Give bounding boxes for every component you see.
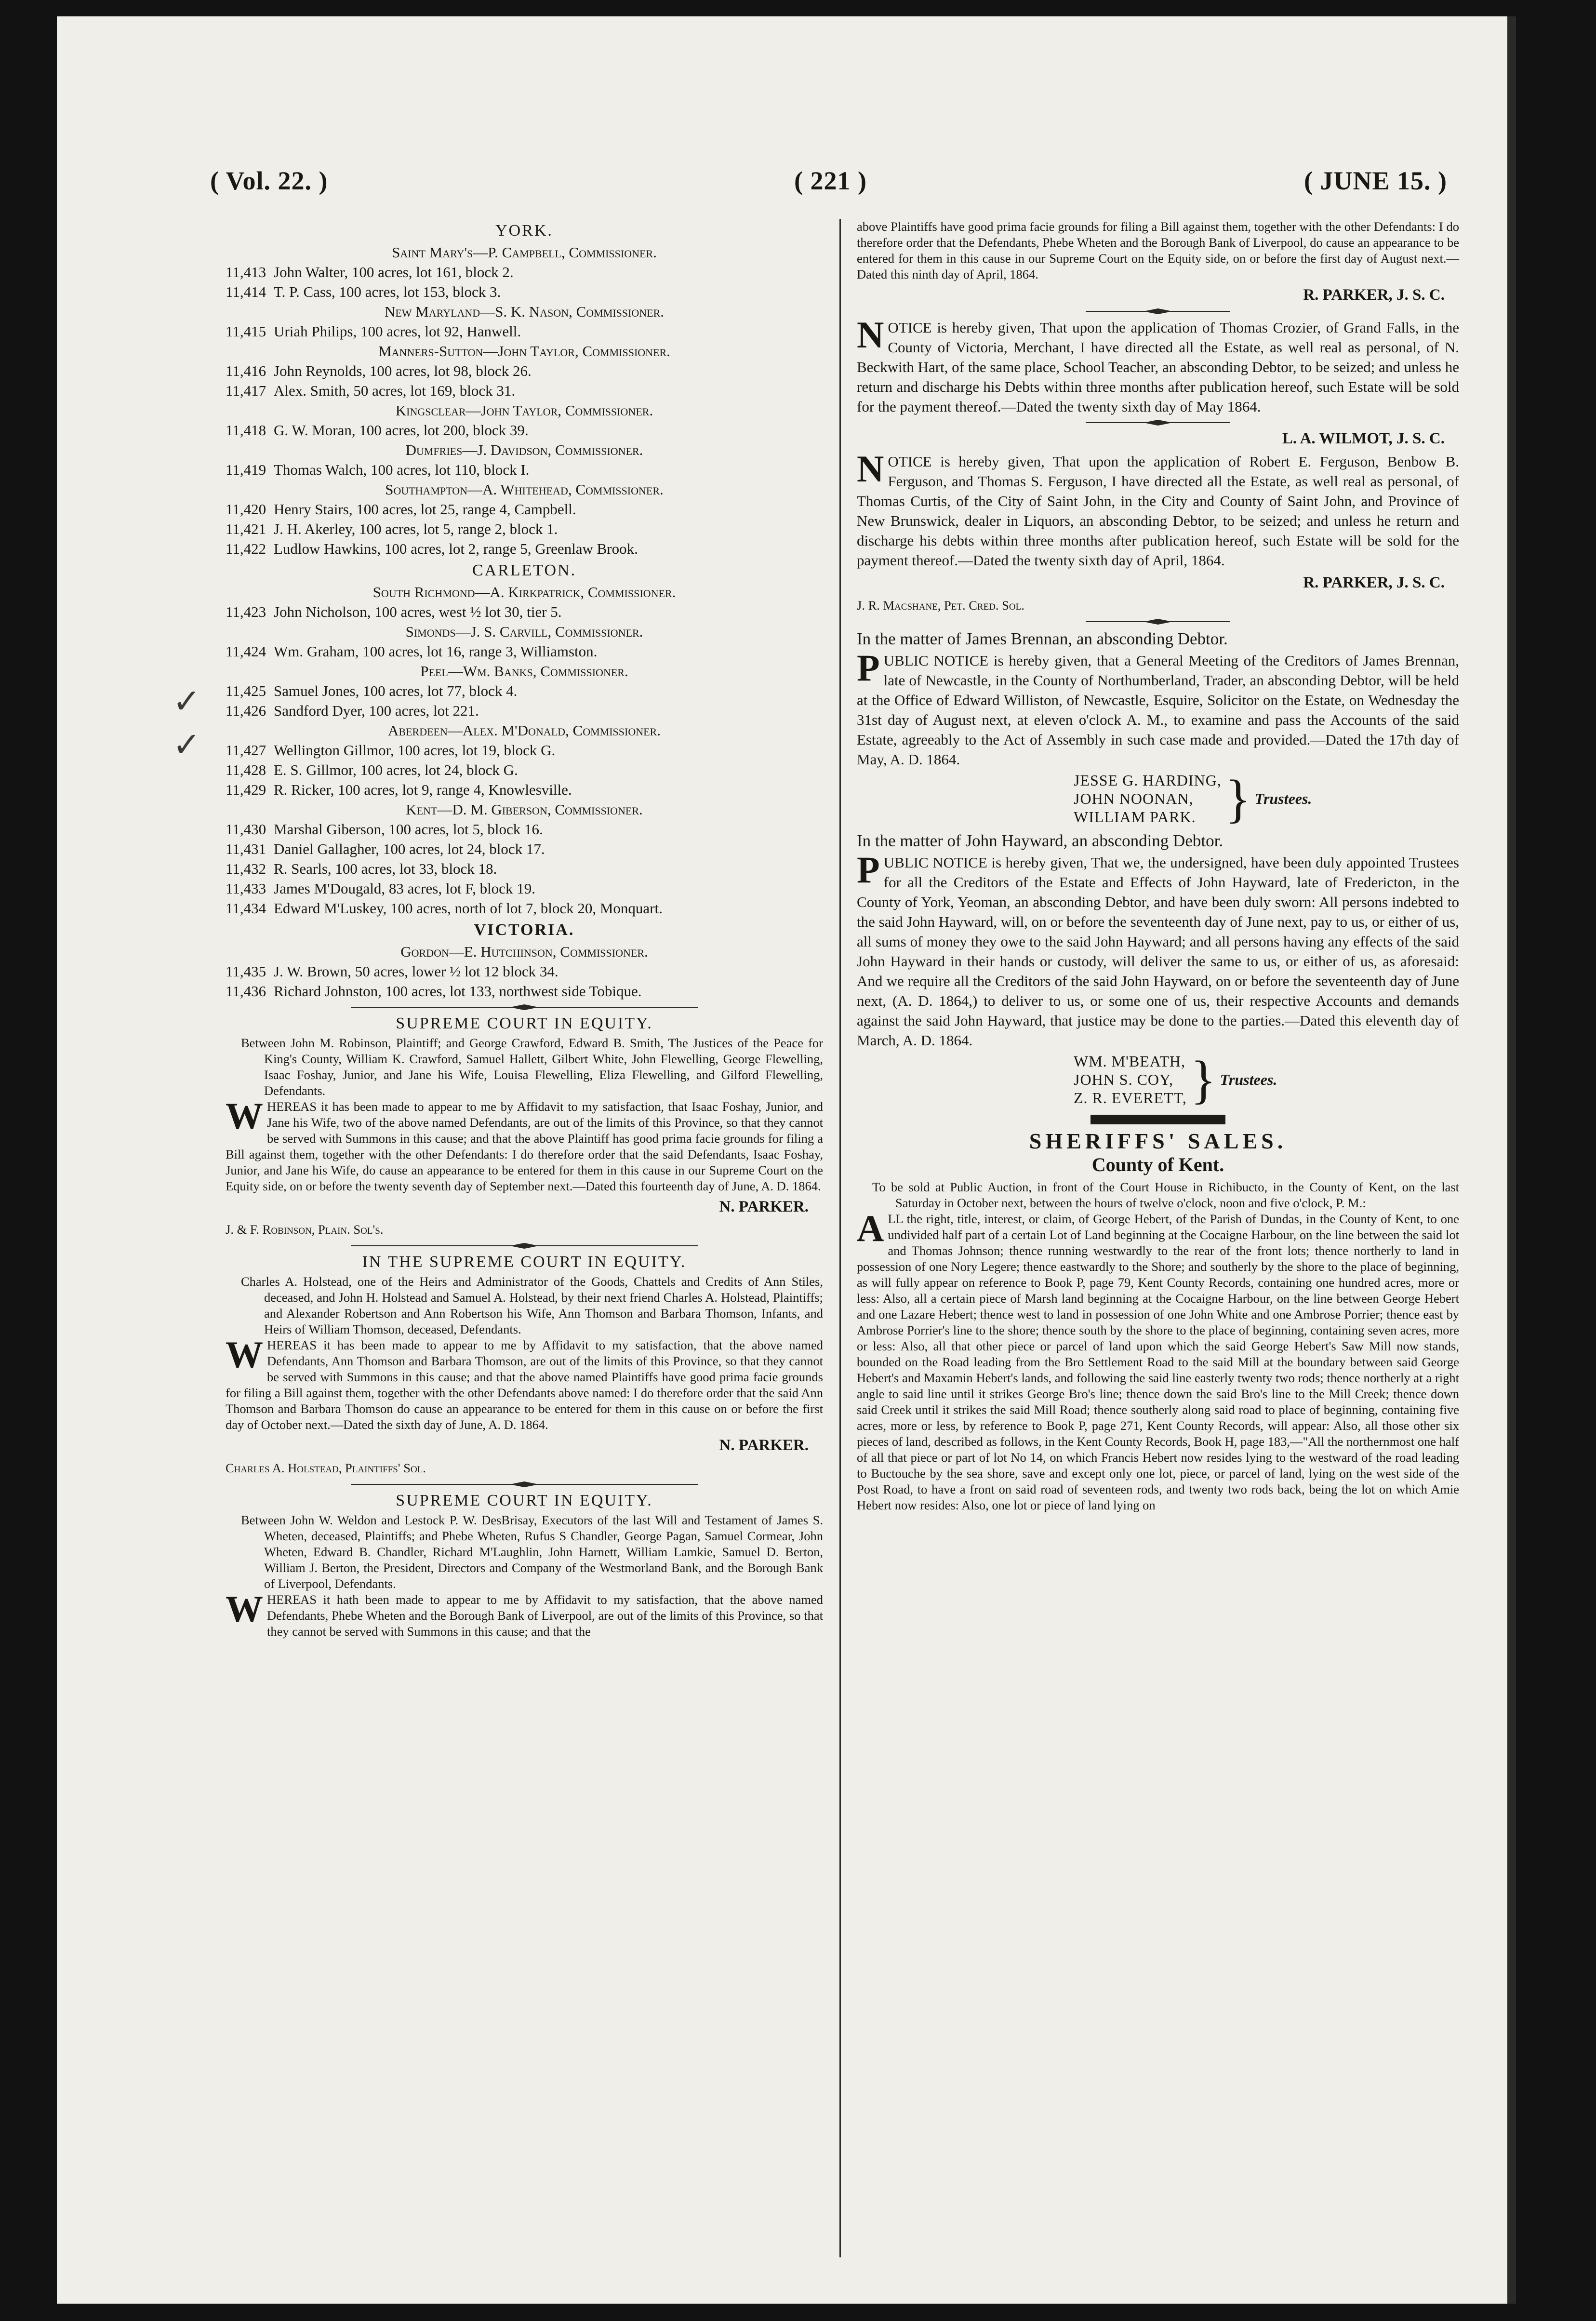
grant-entry (226, 460, 823, 480)
sale-body: ALL the right, title, interest, or claim, of George Hebert, of the Parish of Dundas, in the County of Kent, to one undivided half part of a certain Lot of Land beginning at the Cocaigne Harbour, on the line between the said lot and Thomas Johnson; thence running westwardly to the rear of the front lots; thence northerly to land in possession of one Nory Legere; thence eastwardly to the Shore; and southerly by the shore to the place of beginning, as will fully appear on reference to Book P, page 79, Kent County Records, containing one hundred acres, more or less: Also, all a certain piece of Marsh land beginning at the Cocaigne Harbour, on the line between George Hebert and one Lazare Hebert; thence west to land in possession of one John White and one Ambrose Porrier; thence east by Ambrose Porrier's line to the shore; thence south by the shore to the place of beginning, containing seven acres, more or less: Also, all that other piece or parcel of land upon which the said George Hebert's Saw Mill now stands, bounded on the Road leading from the Bro Settlement Road to the said Mill at the boundary between said George Hebert's and Maxamin Hebert's lands, and following the said line easterly twenty two rods; thence northerly at a right angle to said line until it strikes George Bro's line; thence down the said Bro's line to the Mill Creek; thence down said Creek until it strikes the said Mill Road; thence southerly along said road to place of beginning, containing five acres, more or less, by reference to Book P, page 271, Kent County Records, will appear: Also, all those other six pieces of land, described as follows, in the Kent County Records, Book H, page 183,—"All the northernmost one half of all that piece or part of lot No 14, on which Francis Hebert now resides lying to the westward of the road leading to Buctouche by the sea shore, save and except only one lot, piece, or parcel of land, lying on the west side of the Post Road, to have a front on said road of seventeen rods, and twenty two rods back, being the lot on which Amie Hebert now resides: Also, one lot or piece of land lying on (857, 1207, 1459, 1512)
section-heading-victoria: VICTORIA. (474, 921, 575, 939)
notice-parties: Between John W. Weldon and Lestock P. W. DesBrisay, Executors of the last Will and Testament of James S. Wheten, deceased, Plaintiffs; and Phebe Wheten, Rufus S Chandler, George Pagan, Samuel Cormear, John Wheten, Edward B. Chandler, Richard M'Laughlin, John Harnett, William Lamkie, Samuel D. Berton, William J. Berton, the President, Directors and Company of the Westmorland Bank, and the Borough Bank of Liverpool, Defendants. (241, 1513, 823, 1591)
grant-entry (226, 859, 823, 879)
notice-body: NOTICE is hereby given, That upon the application of Thomas Crozier, of Grand Falls, in the County of Victoria, Merchant, I have directed all the Estate, as well real as personal, of N. Beckwith Hart, of the same place, School Teacher, an absconding Debtor, to be seized; and unless he return and discharge his Debts within three months after publication hereof, such Estate will be sold for the payment thereof.—Dated the twenty sixth day of May 1864. (857, 314, 1459, 415)
parish-commissioner: Dumfries—J. Davidson, Commissioner. (405, 441, 643, 458)
parish-commissioner: South Richmond—A. Kirkpatrick, Commissioner. (372, 584, 676, 600)
section-heading-carleton: CARLETON. (472, 561, 577, 579)
grant-number: 11,436 (226, 983, 266, 1000)
notice-signature: R. PARKER, J. S. C. (1303, 574, 1445, 591)
notice-body: PUBLIC NOTICE is hereby given, That we, the undersigned, have been duly appointed Trustees for all the Creditors of the Estate and Effects of John Hayward, late of Fredericton, in the County of York, Yeoman, an absconding Debtor, and have been duly sworn: All persons indebted to the said John Hayward, will, on or before the seventeenth day of June next, pay to us, or either of us, all sums of money they owe to the said John Hayward; and all persons having any effects of the said John Hayward in their hands or custody, will deliver the same to us, or either of us, as aforesaid: And we require all the Creditors of the said John Hayward, on or before the seventeenth day of June next, (A. D. 1864,) to deliver to us, or some one of us, their respective Accounts and demands against the said John Hayward, that justice may be done to the parties.—Dated this eleventh day of March, A. D. 1864. (857, 849, 1459, 1049)
drop-cap: A (857, 1207, 884, 1249)
grant-entry (226, 740, 823, 760)
grant-description: John Nicholson, 100 acres, west ½ lot 30, tier 5. (274, 603, 562, 620)
right-column (857, 219, 1459, 1513)
ornament-divider (351, 1242, 698, 1249)
notice-body-continued: above Plaintiffs have good prima facie grounds for filing a Bill against them, together with the other Defendants: I do therefore order that the Defendants, Phebe Wheten and the Borough Bank of Liverpool, do cause an appearance to be entered for them in this cause in our Supreme Court on the Equity side, on or before the first day of August next.—Dated this ninth day of April, 1864. (857, 219, 1459, 281)
notice-title: IN THE SUPREME COURT IN EQUITY. (362, 1253, 687, 1271)
drop-cap: W (226, 1588, 263, 1630)
sale-intro: To be sold at Public Auction, in front of the Court House in Richibucto, in the County of Kent, on the last Saturday in October next, between the hours of twelve o'clock, noon and five o'clock, P. M.: (872, 1180, 1459, 1210)
grant-number: 11,426 (226, 702, 266, 719)
grant-entry (226, 499, 823, 519)
parish-commissioner: Kingsclear—John Taylor, Commissioner. (395, 402, 653, 419)
grant-entry (226, 539, 823, 559)
solicitor-line: Charles A. Holstead, Plaintiffs' Sol. (226, 1461, 426, 1475)
notice-parties: Charles A. Holstead, one of the Heirs and Administrator of the Goods, Chattels and Credits of Ann Stiles, deceased, and John H. Holstead and Samuel A. Holstead, by their next friend Charles A. Holstead, Plaintiffs; and Alexander Robertson and Ann Robertson his Wife, Ann Thomson and Barbara Thomson, Infants, and Heirs of William Thomson, deceased, Defendants. (241, 1274, 823, 1336)
grant-list-york (226, 242, 823, 559)
grant-description: Marshal Giberson, 100 acres, lot 5, block 16. (274, 821, 543, 838)
grant-description: J. H. Akerley, 100 acres, lot 5, range 2, block 1. (274, 520, 558, 537)
grant-description: Edward M'Luskey, 100 acres, north of lot 7, block 20, Monquart. (274, 900, 663, 917)
grant-entry (226, 879, 823, 898)
trustees-block (1074, 771, 1459, 826)
parish-commissioner: Manners-Sutton—John Taylor, Commissioner. (378, 343, 670, 360)
notice-title: SUPREME COURT IN EQUITY. (396, 1014, 653, 1032)
parish-commissioner: Simonds—J. S. Carvill, Commissioner. (405, 623, 643, 640)
grant-description: G. W. Moran, 100 acres, lot 200, block 39. (274, 422, 529, 439)
grant-description: E. S. Gillmor, 100 acres, lot 24, block G. (274, 761, 518, 778)
trustees-block (1074, 1052, 1459, 1107)
left-column (226, 219, 823, 1640)
grant-number: 11,416 (226, 362, 266, 379)
grant-description: Richard Johnston, 100 acres, lot 133, northwest side Tobique. (274, 983, 642, 1000)
grant-entry (226, 898, 823, 918)
notice-body: NOTICE is hereby given, That upon the application of Robert E. Ferguson, Benbow B. Ferguson, and Thomas S. Ferguson, I have directed all the Estate, as well real as personal, of Thomas Curtis, of the City of Saint John, in the City and County of Saint John, and Province of New Brunswick, dealer in Liquors, an absconding Debtor, to be seized; and unless he return and discharge his debts within three months after publication hereof, such Estate will be sold for the payment thereof.—Dated the twenty sixth day of April, 1864. (857, 448, 1459, 569)
grant-entry (226, 602, 823, 622)
grant-number: 11,423 (226, 603, 266, 620)
handwritten-check-icon: ✓ (173, 727, 201, 764)
grant-entry (226, 961, 823, 981)
issue-date: ( JUNE 15. ) (1304, 166, 1447, 195)
solicitor-line: J. & F. Robinson, Plain. Sol's. (226, 1222, 384, 1237)
parish-commissioner: Kent—D. M. Giberson, Commissioner. (406, 801, 643, 818)
grant-entry (226, 262, 823, 282)
notice-body: WHEREAS it has been made to appear to me by Affidavit to my satisfaction, that Isaac Foshay, Junior, and Jane his Wife, two of the above named Defendants, are out of the limits of this Province, so that they cannot be served with Summons in this cause; and that the above Plaintiff has good prima facie grounds for filing a Bill against them, together with the other Defendants: I do therefore order that the said Defendants, Isaac Foshay, Junior, and Jane his Wife, do cause an appearance to be entered for them in this cause in our Supreme Court on the Equity side, on or before the twenty seventh day of September next.—Dated this fourteenth day of June, A. D. 1864. (226, 1095, 823, 1193)
grant-number: 11,422 (226, 540, 266, 557)
grant-entry (226, 519, 823, 539)
grant-description: Uriah Philips, 100 acres, lot 92, Hanwell. (274, 323, 521, 340)
trustee-name: WILLIAM PARK. (1074, 808, 1196, 826)
grant-number: 11,421 (226, 520, 266, 537)
trustee-name: Z. R. EVERETT, (1074, 1089, 1187, 1107)
matter-title: In the matter of James Brennan, an absconding Debtor. (857, 629, 1228, 648)
notice-parties: Between John M. Robinson, Plaintiff; and George Crawford, Edward B. Smith, The Justices of the Peace for King's County, William K. Crawford, Samuel Hallett, Gilbert White, John Flewelling, George Flewelling, Isaac Foshay, Junior, and Jane his Wife, Louisa Flewelling, Eliza Flewelling, and Gilford Flewelling, Defendants. (241, 1036, 823, 1098)
grant-number: 11,428 (226, 761, 266, 778)
newspaper-page (57, 16, 1516, 2304)
ornament-divider (1086, 419, 1230, 426)
grant-description: R. Searls, 100 acres, lot 33, block 18. (274, 860, 497, 877)
ornament-divider (351, 1481, 698, 1488)
page-number: ( 221 ) (794, 166, 867, 195)
county-heading: County of Kent. (1091, 1154, 1224, 1175)
handwritten-check-icon: ✓ (173, 683, 201, 720)
notice-signature: N. PARKER. (719, 1437, 809, 1454)
drop-cap: P (857, 849, 880, 891)
heavy-rule (1091, 1115, 1225, 1124)
grant-number: 11,435 (226, 963, 266, 980)
trustee-name: JOHN S. COY, (1074, 1071, 1174, 1088)
drop-cap: W (226, 1334, 263, 1375)
volume-label: ( Vol. 22. ) (210, 166, 328, 195)
drop-cap: N (857, 448, 884, 490)
grant-number: 11,419 (226, 461, 266, 478)
grant-description: Thomas Walch, 100 acres, lot 110, block I. (274, 461, 530, 478)
section-heading-york: YORK. (495, 222, 553, 240)
grant-entry (226, 321, 823, 341)
grant-number: 11,431 (226, 840, 266, 857)
grant-description: J. W. Brown, 50 acres, lower ½ lot 12 block 34. (274, 963, 559, 980)
parish-commissioner: Aberdeen—Alex. M'Donald, Commissioner. (388, 722, 661, 739)
trustee-name: WM. M'BEATH, (1074, 1053, 1185, 1070)
grant-number: 11,414 (226, 283, 266, 300)
grant-entry (226, 981, 823, 1001)
grant-number: 11,427 (226, 742, 266, 759)
grant-number: 11,417 (226, 382, 266, 399)
drop-cap: P (857, 647, 880, 689)
grant-description: Wellington Gillmor, 100 acres, lot 19, block G. (274, 742, 556, 759)
trustees-label: Trustees. (1254, 789, 1312, 807)
ornament-divider (1086, 308, 1230, 315)
parish-commissioner: New Maryland—S. K. Nason, Commissioner. (384, 303, 665, 320)
parish-commissioner: Peel—Wm. Banks, Commissioner. (420, 663, 628, 680)
brace-glyph: } (1225, 769, 1251, 828)
brace-glyph: } (1190, 1050, 1216, 1109)
grant-description: T. P. Cass, 100 acres, lot 153, block 3. (274, 283, 501, 300)
grant-number: 11,420 (226, 501, 266, 518)
grant-entry (226, 361, 823, 381)
solicitor-line: J. R. Macshane, Pet. Cred. Sol. (857, 598, 1024, 613)
grant-list-victoria (226, 942, 823, 1001)
grant-description: Daniel Gallagher, 100 acres, lot 24, block 17. (274, 840, 545, 857)
grant-number: 11,429 (226, 781, 266, 798)
parish-commissioner: Saint Mary's—P. Campbell, Commissioner. (392, 244, 657, 261)
grant-description: Wm. Graham, 100 acres, lot 16, range 3, Williamston. (274, 643, 598, 660)
grant-number: 11,415 (226, 323, 266, 340)
notice-signature: R. PARKER, J. S. C. (1303, 286, 1445, 304)
grant-list-carleton (226, 582, 823, 918)
trustees-label: Trustees. (1220, 1070, 1277, 1088)
grant-number: 11,433 (226, 880, 266, 897)
column-divider (839, 219, 841, 2257)
notice-title: SUPREME COURT IN EQUITY. (396, 1492, 653, 1509)
grant-entry (226, 780, 823, 800)
ornament-divider (351, 1004, 698, 1011)
grant-number: 11,432 (226, 860, 266, 877)
drop-cap: N (857, 314, 884, 356)
grant-number: 11,413 (226, 264, 266, 280)
grant-entry (226, 760, 823, 780)
grant-entry (226, 839, 823, 859)
trustee-name: JOHN NOONAN, (1074, 790, 1194, 807)
grant-description: R. Ricker, 100 acres, lot 9, range 4, Knowlesville. (274, 781, 572, 798)
grant-description: John Walter, 100 acres, lot 161, block 2. (274, 264, 514, 280)
parish-commissioner: Gordon—E. Hutchinson, Commissioner. (400, 943, 648, 960)
grant-entry (226, 681, 823, 701)
notice-body: PUBLIC NOTICE is hereby given, that a General Meeting of the Creditors of James Brennan, late of Newcastle, in the County of Northumberland, Trader, an absconding Debtor, will be held at the Office of Edward Williston, of Newcastle, Esquire, Solicitor on the Estate, on Wednesday the 31st day of August next, at eleven o'clock A. M., to examine and pass the Accounts of the said Estate, agreeably to the Act of Assembly in such case made and provided.—Dated the 17th day of May, A. D. 1864. (857, 647, 1459, 768)
grant-entry (226, 420, 823, 440)
matter-title: In the matter of John Hayward, an absconding Debtor. (857, 831, 1224, 850)
grant-description: James M'Dougald, 83 acres, lot F, block 19. (274, 880, 535, 897)
notice-body: WHEREAS it hath been made to appear to me by Affidavit to my satisfaction, that the above named Defendants, Phebe Wheten and the Borough Bank of Liverpool, are out of the limits of this Province, so that they cannot be served with Summons in this cause; and that the (226, 1588, 823, 1639)
grant-description: Henry Stairs, 100 acres, lot 25, range 4, Campbell. (274, 501, 576, 518)
grant-description: Alex. Smith, 50 acres, lot 169, block 31. (274, 382, 516, 399)
grant-entry (226, 381, 823, 400)
grant-number: 11,425 (226, 682, 266, 699)
grant-entry (226, 282, 823, 302)
grant-description: Samuel Jones, 100 acres, lot 77, block 4. (274, 682, 518, 699)
grant-number: 11,418 (226, 422, 266, 439)
grant-entry (226, 819, 823, 839)
grant-description: John Reynolds, 100 acres, lot 98, block 26. (274, 362, 532, 379)
grant-entry (226, 641, 823, 661)
notice-signature: N. PARKER. (719, 1198, 809, 1215)
drop-cap: W (226, 1095, 263, 1137)
section-heading-sheriffs-sales: SHERIFFS' SALES. (1029, 1129, 1287, 1153)
grant-number: 11,434 (226, 900, 266, 917)
parish-commissioner: Southampton—A. Whitehead, Commissioner. (385, 481, 664, 498)
grant-number: 11,424 (226, 643, 266, 660)
ornament-divider (1086, 618, 1230, 625)
grant-description: Ludlow Hawkins, 100 acres, lot 2, range 5, Greenlaw Brook. (274, 540, 638, 557)
trustee-name: JESSE G. HARDING, (1074, 772, 1222, 789)
notice-signature: L. A. WILMOT, J. S. C. (1282, 430, 1445, 447)
grant-description: Sandford Dyer, 100 acres, lot 221. (274, 702, 479, 719)
grant-number: 11,430 (226, 821, 266, 838)
notice-body: WHEREAS it has been made to appear to me by Affidavit to my satisfaction, that the above named Defendants, Ann Thomson and Barbara Thomson, are out of the limits of this Province, so that they cannot be served with Summons in this cause; and that the above named Plaintiffs have good prima facie grounds for filing a Bill against them, together with the other Defendants above named: I do therefore order that the said Ann Thomson and Barbara Thomson do cause an appearance to be entered for them in this cause on or before the first day of October next.—Dated the sixth day of June, A. D. 1864. (226, 1334, 823, 1432)
grant-entry (226, 701, 823, 720)
